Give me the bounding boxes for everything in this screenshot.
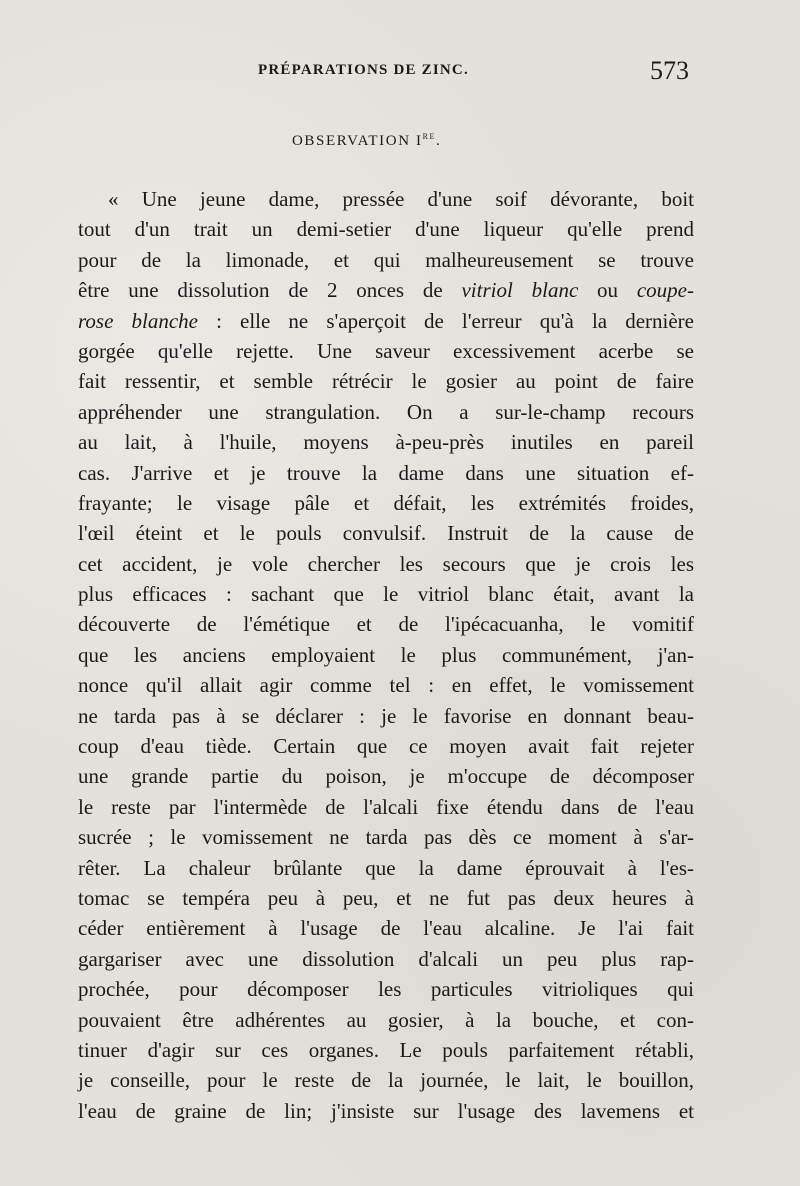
section-heading <box>292 130 441 150</box>
text-line: frayante; le visage pâle et défait, les extrémités froides, <box>78 490 694 515</box>
text-line: tomac se tempéra peu à peu, et ne fut pas deux heures à <box>78 885 694 910</box>
text-line: je conseille, pour le reste de la journée, le lait, le bouillon, <box>78 1068 694 1093</box>
text-line: cet accident, je vole chercher les secours que je crois les <box>78 551 694 576</box>
text-line: cas. J'arrive et je trouve la dame dans une situation ef- <box>78 460 694 485</box>
text-line: nonce qu'il allait agir comme tel : en effet, le vomissement <box>78 673 694 698</box>
text-line <box>78 275 694 305</box>
text-line <box>78 306 694 336</box>
section-heading-word: OBSERVATION <box>292 133 411 149</box>
running-head: PRÉPARATIONS DE ZINC. <box>258 62 469 78</box>
text-line: coup d'eau tiède. Certain que ce moyen avait fait rejeter <box>78 734 694 759</box>
text-line: pour de la limonade, et qui malheureusement se trouve <box>78 247 694 272</box>
text-line: le reste par l'intermède de l'alcali fixe étendu dans de l'eau <box>78 794 694 819</box>
body-paragraph <box>78 184 694 1126</box>
text-line: appréhender une strangulation. On a sur-le-champ recours <box>78 399 694 424</box>
text-line: que les anciens employaient le plus communément, j'an- <box>78 642 694 667</box>
page-header <box>0 56 800 90</box>
text-line: tout d'un trait un demi-setier d'une liqueur qu'elle prend <box>78 217 694 242</box>
text-line: fait ressentir, et semble rétrécir le gosier au point de faire <box>78 369 694 394</box>
text-line: rêter. La chaleur brûlante que la dame éprouvait à l'es- <box>78 855 694 880</box>
text-line: ne tarda pas à se déclarer : je le favorise en donnant beau- <box>78 703 694 728</box>
text-segment: : elle ne s'aperçoit de l'erreur qu'à la dernière <box>197 308 694 333</box>
text-line: tinuer d'agir sur ces organes. Le pouls parfaitement rétabli, <box>78 1037 694 1062</box>
section-heading-period: . <box>436 133 442 149</box>
section-heading-ordinal: re <box>422 130 437 142</box>
text-line: « Une jeune dame, pressée d'une soif dévorante, boit <box>108 187 694 211</box>
text-line: l'eau de graine de lin; j'insiste sur l'usage des lavemens et <box>78 1098 694 1123</box>
text-line: prochée, pour décomposer les particules vitrioliques qui <box>78 977 694 1002</box>
text-line: au lait, à l'huile, moyens à-peu-près inutiles en pareil <box>78 430 694 455</box>
text-line: plus efficaces : sachant que le vitriol blanc était, avant la <box>78 582 694 607</box>
italic-term: vitriol blanc <box>461 278 579 303</box>
text-line: gargariser avec une dissolution d'alcali un peu plus rap- <box>78 946 694 971</box>
text-segment: être une dissolution de 2 onces de <box>78 278 462 303</box>
text-segment: ou <box>578 278 637 303</box>
italic-term: rose blanche <box>78 308 198 333</box>
text-line: pouvaient être adhérentes au gosier, à la bouche, et con- <box>78 1007 694 1032</box>
text-line: gorgée qu'elle rejette. Une saveur excessivement acerbe se <box>78 338 694 363</box>
text-line: sucrée ; le vomissement ne tarda pas dès ce moment à s'ar- <box>78 825 694 850</box>
text-line: une grande partie du poison, je m'occupe de décomposer <box>78 764 694 789</box>
italic-term: coupe- <box>636 278 694 303</box>
section-heading-number: I <box>416 133 423 149</box>
text-line: céder entièrement à l'usage de l'eau alcaline. Je l'ai fait <box>78 916 694 941</box>
text-line: découverte de l'émétique et de l'ipécacuanha, le vomitif <box>78 612 694 637</box>
page-number: 573 <box>650 56 689 85</box>
text-line: l'œil éteint et le pouls convulsif. Instruit de la cause de <box>78 521 694 546</box>
